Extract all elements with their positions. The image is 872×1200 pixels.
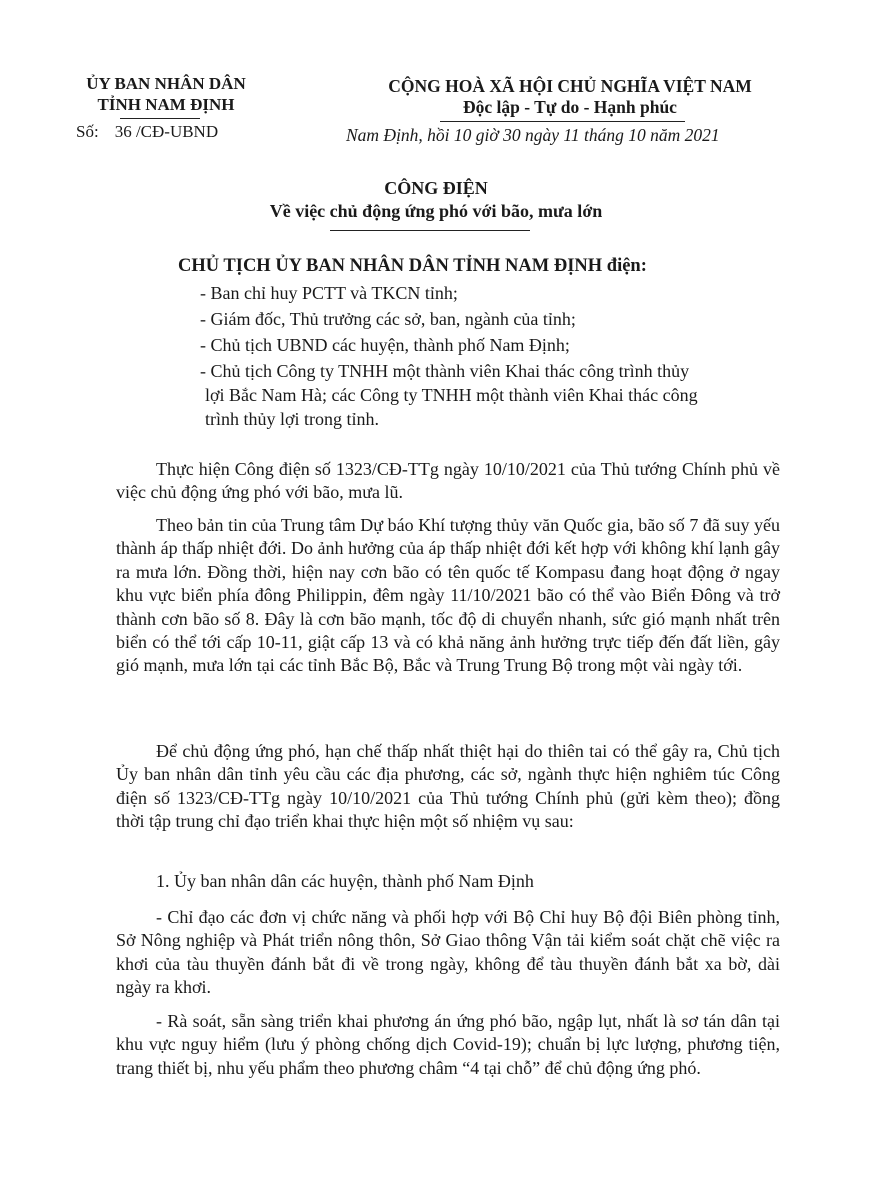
document-number-label: Số: xyxy=(76,122,99,141)
recipient-item: - Chủ tịch Công ty TNHH một thành viên Khai thác công trình thủy xyxy=(200,361,690,381)
body-paragraph xyxy=(116,906,780,1000)
place-and-date: Nam Định, hồi 10 giờ 30 ngày 11 tháng 10 năm 2021 xyxy=(346,125,720,145)
body-paragraph xyxy=(116,514,780,678)
issuing-province: TỈNH NAM ĐỊNH xyxy=(97,95,235,114)
recipient-item: - Chủ tịch UBND các huyện, thành phố Nam Định; xyxy=(200,335,570,355)
recipient-item: lợi Bắc Nam Hà; các Công ty TNHH một thành viên Khai thác công xyxy=(205,385,698,405)
document-title: CÔNG ĐIỆN xyxy=(384,178,488,198)
motto-underline xyxy=(440,121,685,122)
national-motto: Độc lập - Tự do - Hạnh phúc xyxy=(463,97,677,117)
recipient-item: - Ban chỉ huy PCTT và TKCN tỉnh; xyxy=(200,283,458,303)
recipient-item: - Giám đốc, Thủ trưởng các sở, ban, ngành của tỉnh; xyxy=(200,309,576,329)
paragraph-text: Để chủ động ứng phó, hạn chế thấp nhất thiệt hại do thiên tai có thể gây ra, Chủ tịch Ủy ban nhân dân tỉnh yêu cầu các địa phương, các sở, ngành thực hiện nghiêm túc Công điện số 1323/CĐ-TTg ngày 10/10/2021 của Thủ tướng Chính phủ (gửi kèm theo); đồng thời tập trung chỉ đạo triển khai thực hiện một số nhiệm vụ sau: xyxy=(116,741,780,832)
paragraph-text: Thực hiện Công điện số 1323/CĐ-TTg ngày 10/10/2021 của Thủ tướng Chính phủ về việc chủ động ứng phó với bão, mưa lũ. xyxy=(116,459,780,503)
body-paragraph xyxy=(116,1010,780,1080)
org-underline xyxy=(120,118,200,119)
subject-underline xyxy=(330,230,530,231)
body-paragraph xyxy=(116,458,780,505)
document-subject: Về việc chủ động ứng phó với bão, mưa lớn xyxy=(269,201,603,221)
national-title: CỘNG HOÀ XÃ HỘI CHỦ NGHĨA VIỆT NAM xyxy=(388,76,752,96)
issuing-organization: ỦY BAN NHÂN DÂN xyxy=(86,74,246,93)
body-paragraph xyxy=(116,740,780,834)
sender-line: CHỦ TỊCH ỦY BAN NHÂN DÂN TỈNH NAM ĐỊNH điện: xyxy=(178,256,647,276)
document-number xyxy=(76,122,218,142)
paragraph-text: 1. Ủy ban nhân dân các huyện, thành phố Nam Định xyxy=(156,871,534,891)
paragraph-text: - Chỉ đạo các đơn vị chức năng và phối hợp với Bộ Chỉ huy Bộ đội Biên phòng tỉnh, Sở Nông nghiệp và Phát triển nông thôn, Sở Giao thông Vận tải kiểm soát chặt chẽ việc ra khơi của tàu thuyền đánh bắt đi về trong ngày, không để tàu thuyền đánh bắt xa bờ, dài ngày ra khơi. xyxy=(116,907,780,998)
paragraph-text: Theo bản tin của Trung tâm Dự báo Khí tượng thủy văn Quốc gia, bão số 7 đã suy yếu thành áp thấp nhiệt đới. Do ảnh hưởng của áp thấp nhiệt đới kết hợp với không khí lạnh gây ra mưa lớn. Đồng thời, hiện nay cơn bão có tên quốc tế Kompasu đang hoạt động ở ngay khu vực biển phía đông Philippin, đêm ngày 11/10/2021 bão có thể vào Biển Đông và trở thành cơn bão số 8. Đây là cơn bão mạnh, tốc độ di chuyển nhanh, sức gió mạnh nhất trên biển có thể tới cấp 10-11, giật cấp 13 và có khả năng ảnh hưởng trực tiếp đến đất liền, gây gió mạnh, mưa lớn tại các tỉnh Bắc Bộ, Bắc và Trung Trung Bộ trong một vài ngày tới. xyxy=(116,515,780,676)
document-number-value: 36 /CĐ-UBND xyxy=(114,122,219,141)
recipient-item: trình thủy lợi trong tỉnh. xyxy=(205,409,380,429)
paragraph-text: - Rà soát, sẵn sàng triển khai phương án ứng phó bão, ngập lụt, nhất là sơ tán dân tại khu vực nguy hiểm (lưu ý phòng chống dịch Covid-19); chuẩn bị lực lượng, phương tiện, trang thiết bị, nhu yếu phẩm theo phương châm “4 tại chỗ” để chủ động ứng phó. xyxy=(116,1011,780,1078)
section-heading xyxy=(116,870,780,893)
